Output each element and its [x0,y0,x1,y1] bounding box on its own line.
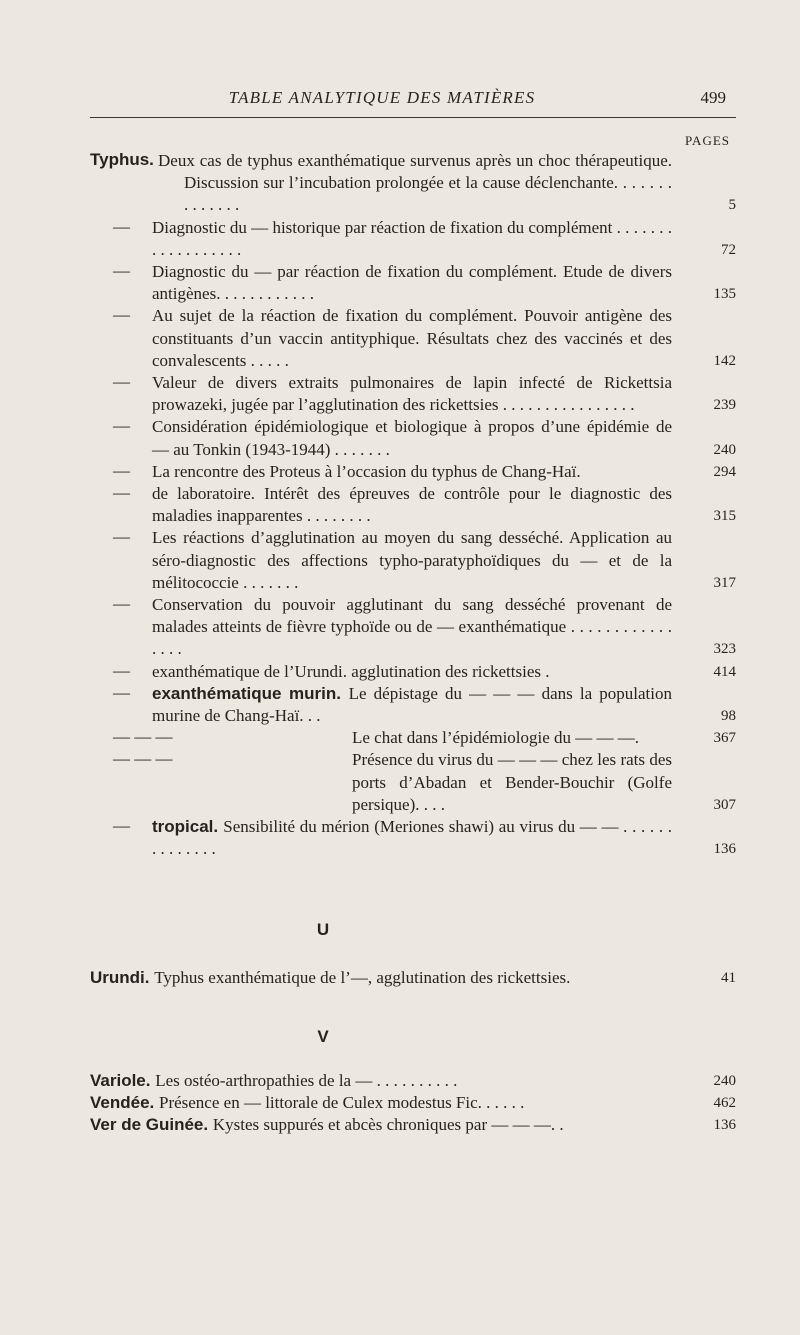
index-entry [90,661,736,683]
entry-body: de laboratoire. Intérêt des épreuves de contrôle pour le diagnostic des maladies inapparentes . . . . . . . . [152,484,672,526]
entry-body: Deux cas de typhus exanthématique survenus après un choc thérapeutique. Discussion sur l’incubation prolongée et la cause déclenchante. . . . . . . . . . . . . . [158,151,672,215]
entry-page-number: 98 [721,708,736,725]
entry-text [152,816,736,860]
entry-text [90,967,736,989]
entry-body: Conservation du pouvoir agglutinant du sang desséché provenant de malades atteints de fièvre typhoïde ou de — exanthématique . . . . . . . . . . . . . . . . [152,595,672,659]
entry-body: Valeur de divers extraits pulmonaires de lapin infecté de Rickettsia prowazeki, jugée par l’agglutination des rickettsies . . . . . . . . . . . . . . . . [152,373,672,415]
entry-page-number: 367 [713,730,736,747]
entry-page-number: 136 [713,841,736,858]
entry-page-number: 136 [713,1117,736,1134]
entry-text [152,416,736,460]
entry-dash: — — — [113,727,173,747]
entry-heading: Ver de Guinée. [90,1115,213,1135]
entry-dash: — [113,305,130,325]
entry-page-number: 142 [713,352,736,369]
entry-text [90,1070,736,1092]
index-entry [90,261,736,305]
index-entry [90,967,736,989]
entry-text [152,594,736,661]
page-number: 499 [700,88,726,107]
entry-body: Le chat dans l’épidémiologie du — — —. [352,728,640,748]
entry-dash: — [113,261,130,281]
index-entry [90,527,736,594]
entry-page-number: 240 [713,1073,736,1089]
index-entry [90,749,736,816]
entry-body: Diagnostic du — par réaction de fixation du complément. Etude de divers antigènes. . . . . . . . . . . . [152,262,672,304]
entry-text [90,1114,736,1136]
index-entry [90,594,736,661]
index-entry [90,372,736,416]
u-entries [90,967,736,989]
entry-body: exanthématique de l’Urundi. agglutination des rickettsies . [152,661,550,681]
entry-page-number: 317 [713,574,736,591]
header-rule [90,117,736,118]
pages-column-label: PAGES [685,133,730,148]
entry-dash: — [113,527,130,547]
entry-page-number: 414 [713,663,736,680]
entry-page-number: 41 [721,970,736,986]
entry-text [352,727,736,749]
entry-dash: — [113,682,130,702]
typhus-entries [90,150,736,861]
entry-dash: — [113,216,130,236]
entry-text [152,527,736,594]
entry-body: La rencontre des Proteus à l’occasion du typhus de Chang-Haï. [152,461,581,481]
entry-heading: Urundi. [90,968,155,987]
index-entry [90,683,736,727]
entry-page-number: 135 [713,286,736,303]
entry-text [152,217,736,261]
entry-page-number: 462 [713,1095,736,1112]
entry-dash: — [113,372,130,392]
section-letter-u: U [316,920,330,939]
entry-text [152,261,736,305]
entry-page-number: 323 [713,641,736,658]
entry-body: Le dépistage du — — — dans la population murine de Chang-Haï. . . [152,683,672,726]
entry-body: Diagnostic du — historique par réaction de fixation du complément . . . . . . . . . . . . . . . . . . [152,217,672,259]
index-entry [90,727,736,749]
entry-page-number: 239 [713,397,736,414]
entry-heading: Vendée. [90,1093,159,1113]
entry-text [152,305,736,372]
entry-dash: — [113,660,130,680]
entry-text [152,483,736,527]
running-title: TABLE ANALYTIQUE DES MATIÈRES [228,88,536,107]
entry-text [152,683,736,727]
entry-text [152,372,736,416]
entry-body: Considération épidémiologique et biologique à propos d’une épidémie de — au Tonkin (1943-1944) . . . . . . . [152,417,672,459]
entry-subheading: exanthématique murin. [152,683,349,703]
entry-page-number: 315 [713,508,736,525]
index-entry [90,416,736,460]
index-entry [90,816,736,860]
entry-body: Sensibilité du mérion (Meriones shawi) au virus du — — . . . . . . . . . . . . . . [152,817,672,859]
entry-text [152,661,736,683]
entry-page-number: 240 [713,441,736,458]
entry-body: Présence en — littorale de Culex modestus Fic. . . . . . [158,1093,525,1113]
index-entry [90,461,736,483]
v-entries [90,1070,736,1137]
entry-text [352,749,736,816]
entry-body: Au sujet de la réaction de fixation du complément. Pouvoir antigène des constituants d’un vaccin antityphique. Résultats chez des vaccinés et des convalescents . . . . . [152,306,672,370]
entry-heading: Variole. [90,1071,156,1090]
index-entry [90,305,736,372]
entry-dash: — — — [113,749,173,769]
index-entry [90,217,736,261]
entry-page-number: 72 [721,241,736,258]
entry-body: Les réactions d’agglutination au moyen du sang desséché. Application au séro-diagnostic des affections typho-paratyphoïdiques du — et de la mélitococcie . . . . . . . [152,528,672,592]
entry-dash: — [113,816,130,836]
entry-page-number: 5 [728,197,736,214]
entry-page-number: 294 [713,463,736,480]
entry-dash: — [113,483,130,503]
section-letter-v: V [317,1027,329,1046]
entry-body: Présence du virus du — — — chez les rats des ports d’Abadan et Bender-Bouchir (Golfe persique). . . . [352,750,672,814]
index-entry [90,150,736,217]
entry-text [152,461,736,483]
entry-dash: — [113,416,130,436]
index-entry [90,1070,736,1092]
entry-subheading: tropical. [152,817,224,837]
index-entry [90,483,736,527]
entry-body: Typhus exanthématique de l’—, agglutination des rickettsies. [154,968,571,987]
entry-body: Kystes suppurés et abcès chroniques par — — —. . [212,1115,564,1135]
entry-dash: — [113,594,130,614]
entry-body: Les ostéo-arthropathies de la — . . . . . . . . . . [155,1071,458,1090]
index-entry [90,1092,736,1114]
index-entry [90,1114,736,1136]
entry-dash: — [113,460,130,480]
entry-text [90,1092,736,1114]
entry-page-number: 307 [713,796,736,813]
entry-text [90,150,736,217]
entry-heading: Typhus. [90,150,154,169]
